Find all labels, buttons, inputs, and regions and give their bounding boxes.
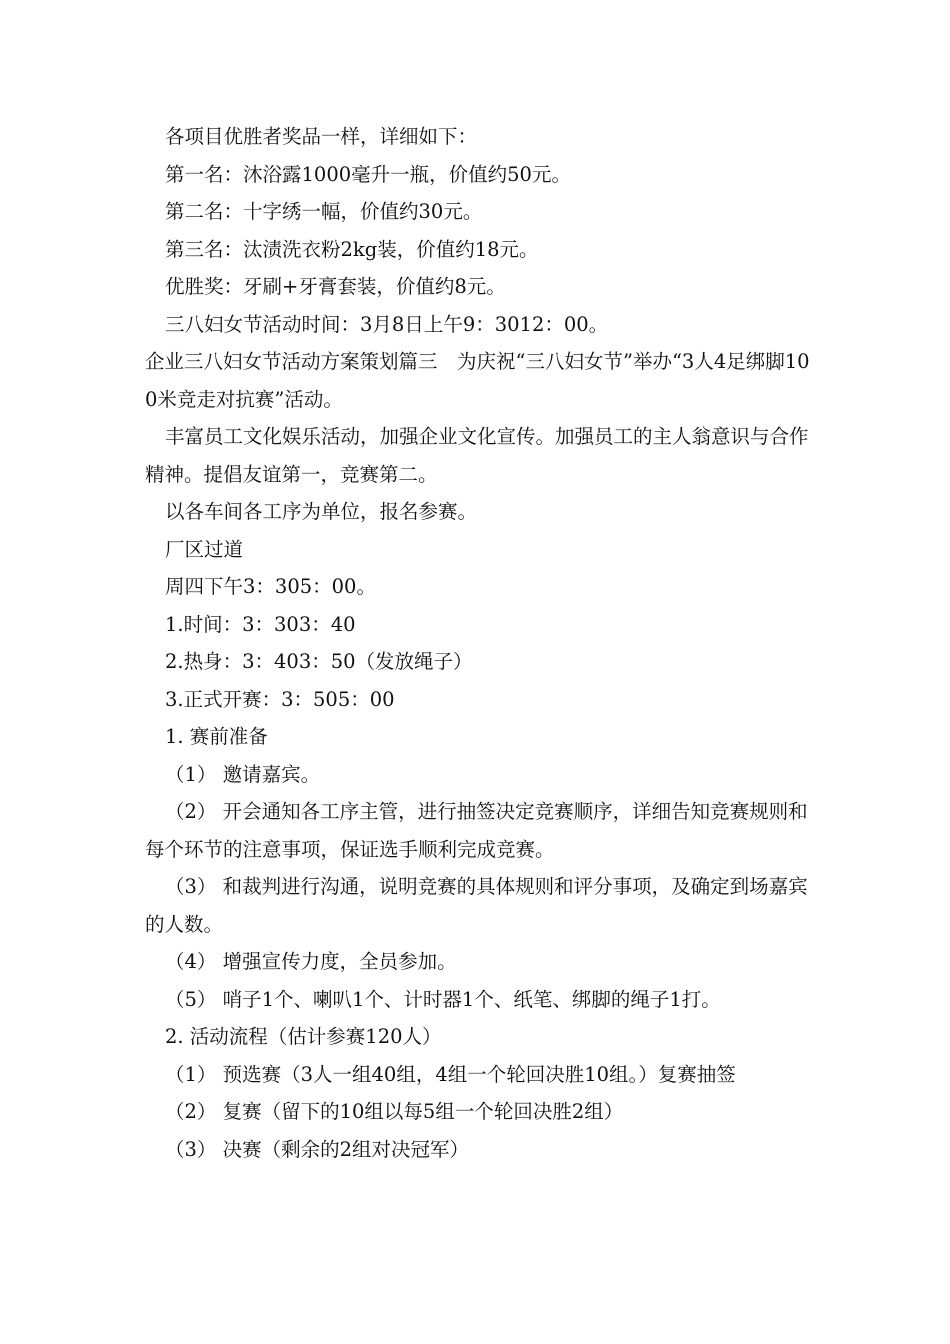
paragraph-prize-intro: 各项目优胜者奖品一样，详细如下： [165, 125, 478, 148]
document-body [145, 118, 815, 1168]
paragraph-process-item-3: （3） 决赛（剩余的2组对决冠军） [165, 1137, 470, 1161]
paragraph-schedule-warmup: 2.热身：3：403：50（发放绳子） [165, 650, 473, 673]
paragraph-first-prize: 第一名：沐浴露1000毫升一瓶，价值约50元。 [165, 162, 571, 186]
paragraph-merit-prize: 优胜奖：牙刷+牙膏套装，价值约8元。 [165, 275, 506, 298]
paragraph-event-time: 三八妇女节活动时间：3月8日上午9：3012：00。 [165, 312, 609, 336]
paragraph-prep-item-4: （4） 增强宣传力度，全员参加。 [165, 950, 457, 973]
paragraph-date: 周四下午3：305：00。 [165, 575, 376, 598]
paragraph-prep-item-5: （5） 哨子1个、喇叭1个、计时器1个、纸笔、绑脚的绳子1打。 [165, 987, 721, 1011]
paragraph-prep-item-1: （1） 邀请嘉宾。 [165, 762, 321, 786]
paragraph-preparation-heading: 1. 赛前准备 [165, 725, 268, 748]
paragraph-schedule-start: 3.正式开赛：3：505：00 [165, 687, 395, 711]
paragraph-section-three-heading: 企业三八妇女节活动方案策划篇三 为庆祝“三八妇女节”举办“3人4足绑脚100米竞走对抗赛”活动。 [145, 350, 810, 411]
paragraph-process-heading: 2. 活动流程（估计参赛120人） [165, 1025, 442, 1048]
paragraph-prep-item-3: （3） 和裁判进行沟通，说明竞赛的具体规则和评分事项，及确定到场嘉宾的人数。 [145, 875, 808, 936]
paragraph-process-item-1: （1） 预选赛（3人一组40组，4组一个轮回决胜10组。）复赛抽签 [165, 1062, 736, 1086]
paragraph-participants: 以各车间各工序为单位，报名参赛。 [165, 500, 478, 523]
paragraph-third-prize: 第三名：汰渍洗衣粉2kg装，价值约18元。 [165, 237, 539, 261]
paragraph-purpose: 丰富员工文化娱乐活动，加强企业文化宣传。加强员工的主人翁意识与合作精神。提倡友谊第一，竞赛第二。 [145, 425, 809, 486]
paragraph-second-prize: 第二名：十字绣一幅，价值约30元。 [165, 200, 483, 223]
paragraph-location: 厂区过道 [165, 537, 244, 561]
paragraph-prep-item-2: （2） 开会通知各工序主管，进行抽签决定竞赛顺序，详细告知竞赛规则和每个环节的注意事项，保证选手顺利完成竞赛。 [145, 800, 808, 861]
paragraph-process-item-2: （2） 复赛（留下的10组以每5组一个轮回决胜2组） [165, 1100, 624, 1123]
paragraph-schedule-time: 1.时间：3：303：40 [165, 612, 356, 636]
